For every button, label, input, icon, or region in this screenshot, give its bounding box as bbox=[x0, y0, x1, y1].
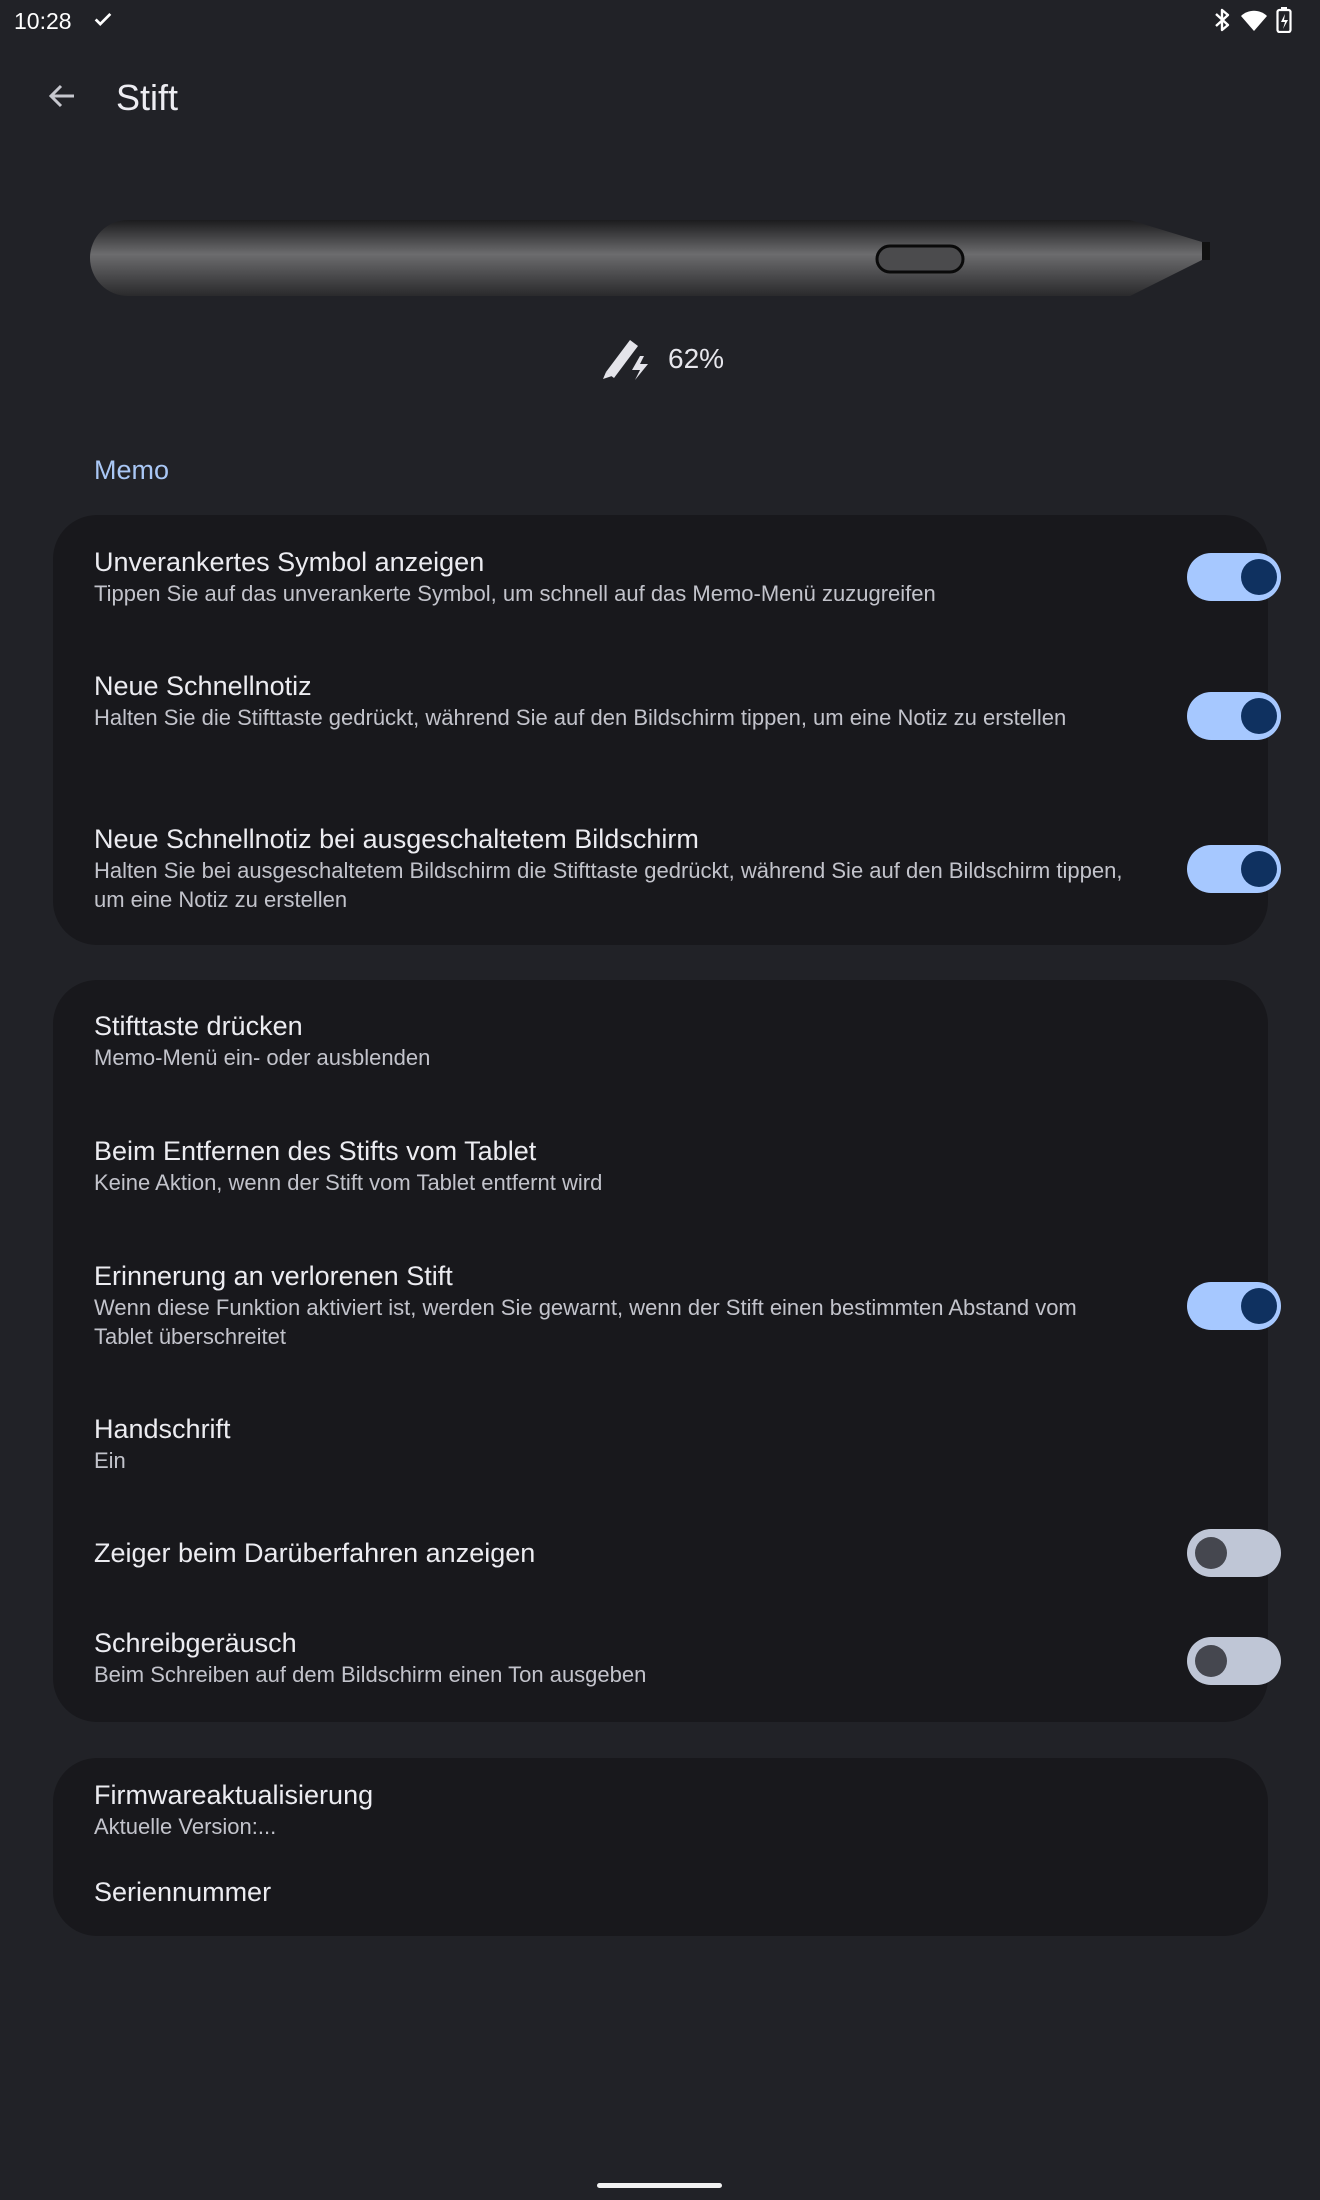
hover-pointer-setting[interactable] bbox=[94, 1536, 1174, 1570]
item-title: Firmwareaktualisierung bbox=[94, 1780, 374, 1810]
battery-level: 62% bbox=[668, 342, 725, 374]
home-indicator[interactable] bbox=[597, 2183, 722, 2188]
screen-off-note-toggle[interactable] bbox=[1187, 845, 1281, 893]
handwriting-setting[interactable] bbox=[94, 1412, 1174, 1475]
check-icon bbox=[92, 8, 114, 35]
device-info-card bbox=[53, 1758, 1268, 1936]
screen-off-note-setting[interactable] bbox=[94, 822, 1174, 914]
quick-note-toggle[interactable] bbox=[1187, 692, 1281, 740]
item-summary: Keine Aktion, wenn der Stift vom Tablet entfernt wird bbox=[94, 1170, 603, 1195]
item-title: Erinnerung an verlorenen Stift bbox=[94, 1261, 453, 1291]
stylus-removal-setting[interactable] bbox=[94, 1134, 1174, 1197]
writing-sound-toggle[interactable] bbox=[1187, 1637, 1281, 1685]
serial-number-setting[interactable] bbox=[94, 1875, 1174, 1909]
item-summary: Memo-Menü ein- oder ausblenden bbox=[94, 1045, 431, 1070]
status-icons bbox=[1212, 7, 1292, 38]
hover-pointer-toggle[interactable] bbox=[1187, 1529, 1281, 1577]
toggle-knob bbox=[1241, 851, 1277, 887]
item-summary: Beim Schreiben auf dem Bildschirm einen Ton ausgeben bbox=[94, 1662, 647, 1687]
item-summary: Tippen Sie auf das unverankerte Symbol, um schnell auf das Memo-Menü zuzugreifen bbox=[94, 581, 936, 606]
toggle-knob bbox=[1241, 559, 1277, 595]
floating-icon-toggle[interactable] bbox=[1187, 553, 1281, 601]
toggle-knob bbox=[1241, 1288, 1277, 1324]
toggle-knob bbox=[1195, 1537, 1227, 1569]
app-bar bbox=[0, 60, 1320, 134]
item-summary: Halten Sie die Stifttaste gedrückt, während Sie auf den Bildschirm tippen, um eine Notiz zu erstellen bbox=[94, 705, 1067, 730]
item-title: Beim Entfernen des Stifts vom Tablet bbox=[94, 1136, 537, 1166]
wifi-icon bbox=[1240, 8, 1268, 37]
item-title: Stifttaste drücken bbox=[94, 1011, 303, 1041]
stylus-button-setting[interactable] bbox=[94, 1009, 1174, 1072]
toggle-knob bbox=[1241, 698, 1277, 734]
item-summary: Wenn diese Funktion aktiviert ist, werden Sie gewarnt, wenn der Stift einen bestimmten Abstand vom Tablet überschreitet bbox=[94, 1295, 1077, 1349]
lost-stylus-reminder-setting[interactable] bbox=[94, 1259, 1174, 1351]
firmware-update-setting[interactable] bbox=[94, 1778, 1174, 1841]
stylus-battery bbox=[600, 332, 724, 385]
floating-icon-setting[interactable] bbox=[94, 545, 1174, 608]
memo-settings-card bbox=[53, 515, 1268, 945]
battery-charging-icon bbox=[1276, 7, 1292, 38]
stylus-settings-card bbox=[53, 980, 1268, 1722]
back-button[interactable] bbox=[40, 76, 84, 120]
writing-sound-setting[interactable] bbox=[94, 1626, 1174, 1689]
item-title: Seriennummer bbox=[94, 1877, 272, 1907]
item-title: Handschrift bbox=[94, 1414, 231, 1444]
status-bar bbox=[0, 0, 1320, 44]
item-title: Zeiger beim Darüberfahren anzeigen bbox=[94, 1538, 536, 1568]
item-title: Unverankertes Symbol anzeigen bbox=[94, 547, 485, 577]
item-summary: Halten Sie bei ausgeschaltetem Bildschirm die Stifttaste gedrückt, während Sie auf den Bildschirm tippen, um eine Notiz zu erstellen bbox=[94, 858, 1123, 912]
status-time: 10:28 bbox=[14, 8, 72, 34]
stylus-charging-icon bbox=[600, 332, 654, 385]
item-title: Neue Schnellnotiz bei ausgeschaltetem Bildschirm bbox=[94, 824, 699, 854]
page-title: Stift bbox=[116, 77, 179, 118]
section-header-memo: Memo bbox=[94, 455, 170, 485]
arrow-back-icon bbox=[46, 80, 78, 117]
lost-stylus-reminder-toggle[interactable] bbox=[1187, 1282, 1281, 1330]
item-title: Schreibgeräusch bbox=[94, 1628, 297, 1658]
item-summary: Aktuelle Version:... bbox=[94, 1814, 277, 1839]
toggle-knob bbox=[1195, 1645, 1227, 1677]
item-summary: Ein bbox=[94, 1448, 126, 1473]
item-title: Neue Schnellnotiz bbox=[94, 671, 312, 701]
stylus-image bbox=[90, 216, 1220, 307]
bluetooth-icon bbox=[1212, 7, 1232, 38]
quick-note-setting[interactable] bbox=[94, 669, 1174, 732]
